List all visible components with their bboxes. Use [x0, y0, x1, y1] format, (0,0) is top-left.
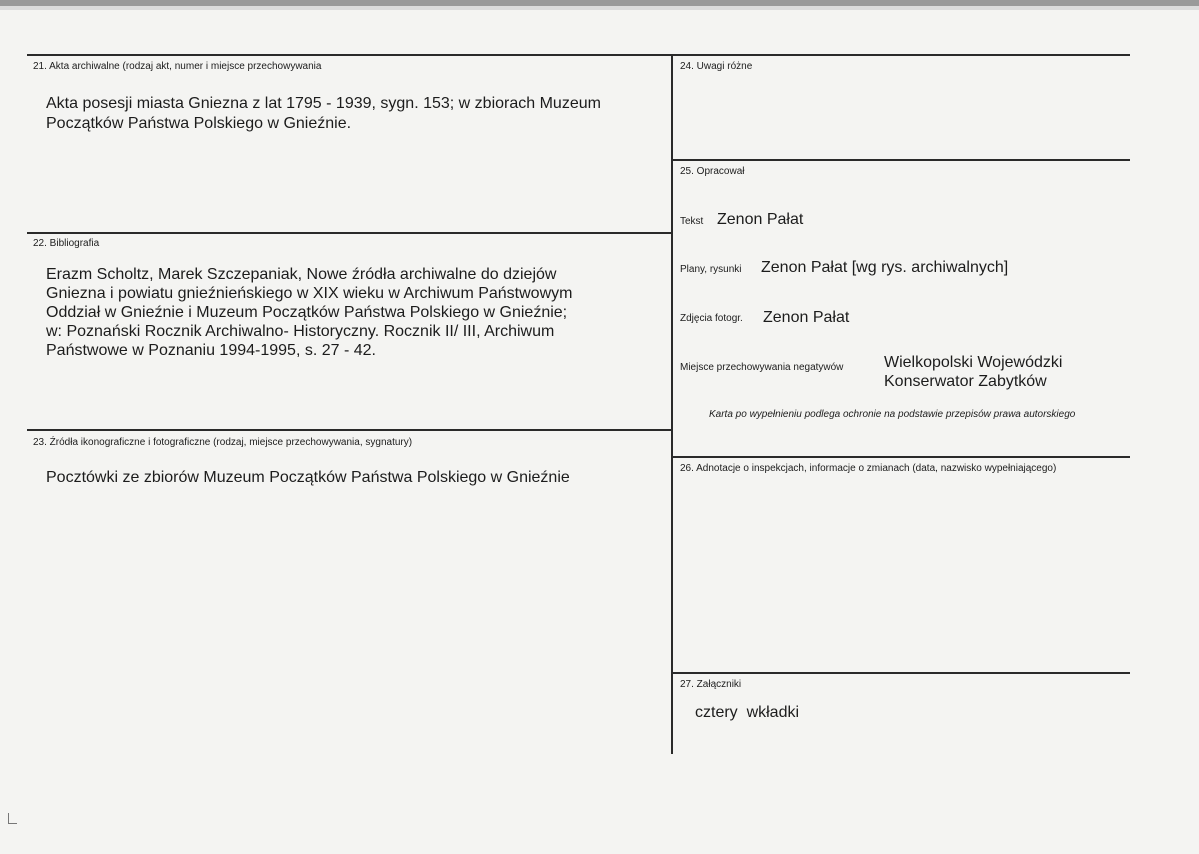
section-25-label: 25. Opracował	[680, 166, 745, 177]
negatywy-line-1: Wielkopolski Wojewódzki	[884, 354, 1063, 371]
section-21-label: 21. Akta archiwalne (rodzaj akt, numer i miejsce przechowywania	[33, 61, 322, 72]
negatywy-label: Miejsce przechowywania negatywów	[680, 362, 844, 373]
corner-mark	[8, 813, 17, 824]
page-top-edge-shadow	[0, 6, 1199, 10]
negatywy-line-2: Konserwator Zabytków	[884, 373, 1047, 390]
tekst-label: Tekst	[680, 216, 704, 227]
section-23-label: 23. Źródła ikonograficzne i fotograficzne (rodzaj, miejsce przechowywania, sygnatury)	[33, 437, 413, 448]
divider-right-24-25	[672, 159, 1130, 161]
divider-right-25-26	[672, 456, 1130, 458]
section-22-label: 22. Bibliografia	[33, 238, 100, 249]
section-23-value: Pocztówki ze zbiorów Muzeum Początków Państwa Polskiego w Gnieźnie	[46, 469, 570, 486]
section-21-line-2: Początków Państwa Polskiego w Gnieźnie.	[46, 115, 352, 132]
tekst-value: Zenon Pałat	[717, 211, 804, 228]
plany-label: Plany, rysunki	[680, 264, 742, 275]
section-22-line-3: Oddział w Gnieźnie i Muzeum Początków Państwa Polskiego w Gnieźnie;	[46, 304, 568, 321]
section-22-line-2: Gniezna i powiatu gnieźnieńskiego w XIX wieku w Archiwum Państwowym	[46, 285, 573, 302]
section-22-line-5: Państwowe w Poznaniu 1994-1995, s. 27 - 42.	[46, 342, 376, 359]
section-22-line-4: w: Poznański Rocznik Archiwalno- Historyczny. Rocznik II/ III, Archiwum	[46, 323, 555, 340]
section-27-label: 27. Załączniki	[680, 679, 742, 690]
divider-right-26-27	[672, 672, 1130, 674]
plany-value: Zenon Pałat [wg rys. archiwalnych]	[761, 259, 1009, 276]
section-21-line-1: Akta posesji miasta Gniezna z lat 1795 - 1939, sygn. 153; w zbiorach Muzeum	[46, 95, 601, 112]
zdjecia-value: Zenon Pałat	[763, 309, 850, 326]
copyright-note: Karta po wypełnieniu podlega ochronie na podstawie przepisów prawa autorskiego	[709, 409, 1076, 420]
zdjecia-label: Zdjęcia fotogr.	[680, 313, 743, 324]
divider-top	[27, 54, 1130, 56]
section-22-line-1: Erazm Scholtz, Marek Szczepaniak, Nowe źródła archiwalne do dziejów	[46, 266, 557, 283]
divider-left-21-22	[27, 232, 672, 234]
section-24-label: 24. Uwagi różne	[680, 61, 753, 72]
section-26-label: 26. Adnotacje o inspekcjach, informacje o zmianach (data, nazwisko wypełniającego)	[680, 463, 1057, 474]
section-27-value: cztery wkładki	[695, 704, 800, 721]
divider-left-22-23	[27, 429, 672, 431]
